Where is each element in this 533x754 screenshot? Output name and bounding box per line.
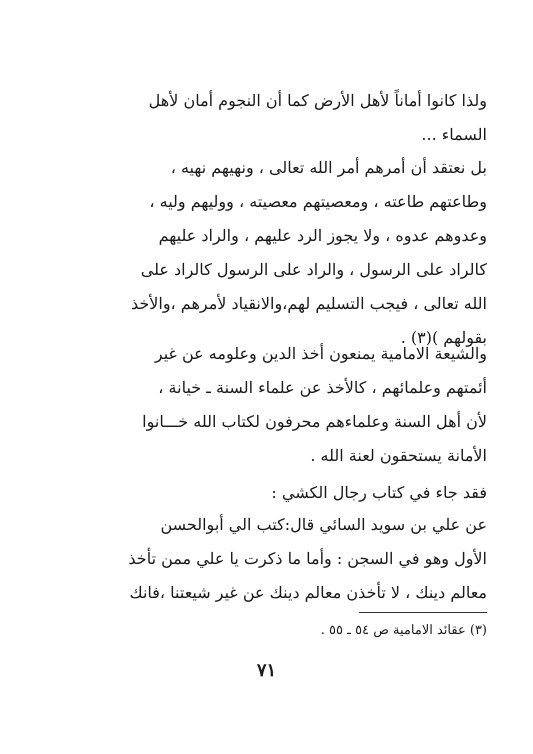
paragraph-5 xyxy=(44,508,487,610)
text-line: بل نعتقد أن أمرهم أمر الله تعالى ، ونهيهم نهيه ، xyxy=(170,158,487,177)
text-line: معالم دينك ، لا تأخذن معالم دينك عن غير شيعتنا ،فانك xyxy=(129,583,487,602)
text-line: بقولهم )(٣) . xyxy=(400,328,487,347)
text-line: الله تعالى ، فيجب التسليم لهم،والانقياد لأمرهم ،والأخذ xyxy=(130,294,487,313)
paragraph-4 xyxy=(44,476,487,510)
page-number: ٧١ xyxy=(256,660,277,681)
text-line: وطاعتهم طاعته ، ومعصيتهم معصيته ، ووليهم وليه ، xyxy=(149,192,487,211)
paragraph-1 xyxy=(44,84,487,152)
text-line: والشيعة الامامية يمنعون أخذ الدين وعلومه عن غير xyxy=(154,344,487,363)
text-line: الأمانة يستحقون لعنة الله . xyxy=(310,446,487,465)
paragraph-2 xyxy=(44,151,487,355)
footnote xyxy=(44,621,487,641)
text-line: لأن أهل السنة وعلماءهم محرفون لكتاب الله خـــانوا xyxy=(142,412,487,431)
text-line: فقد جاء في كتاب رجال الكشي : xyxy=(271,483,487,502)
text-line: عن علي بن سويد السائي قال:كتب الي أبوالحسن xyxy=(160,515,487,534)
text-line: كالراد على الرسول ، والراد على الرسول كالراد على xyxy=(140,260,487,279)
text-line: السماء ... xyxy=(421,125,487,144)
text-line: ولذا كانوا أماناً لأهل الأرض كما أن النجوم أمان لأهل xyxy=(148,91,487,110)
text-line: وعدوهم عدوه ، ولا يجوز الرد عليهم ، والراد عليهم xyxy=(158,226,487,245)
text-line: الأول وهو في السجن : وأما ما ذكرت يا علي ممن تأخذ xyxy=(128,549,487,568)
text-line: أئمتهم وعلمائهم ، كالأخذ عن علماء السنة ـ خيانة ، xyxy=(158,378,487,397)
footnote-text: (٣) عقائد الامامية ص ٥٤ ـ ٥٥ . xyxy=(320,623,487,638)
paragraph-3 xyxy=(44,337,487,473)
footnote-divider xyxy=(359,612,487,613)
